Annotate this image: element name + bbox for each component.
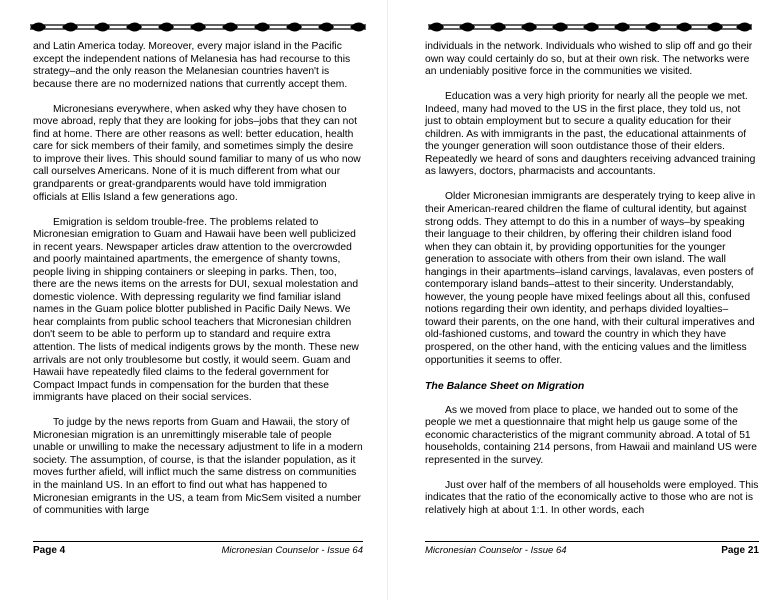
footer-divider xyxy=(425,541,759,542)
decorative-border-icon xyxy=(424,20,756,34)
paragraph: Micronesians everywhere, when asked why they have chosen to move abroad, reply that they are looking for jobs–jobs that they can not find at home. There are other reasons as well: better education, health care for sick members of their family, and sometimes simply the desire to improve their lives. This should sound familiar to many of us who now call ourselves Americans. None of it is much different from what our grandparents or great-grandparents would have told immigration officials at Ellis Island a few generations ago. xyxy=(33,103,361,203)
publication-title: Micronesian Counselor - Issue 64 xyxy=(425,545,567,556)
paragraph: To judge by the news reports from Guam and Hawaii, the story of Micronesian migration is an unremittingly miserable tale of people unable or unwilling to make the necessary adjustment to life in a modern society. The assumption, of course, is that the islander population, as it moves further afield, will inflict much the same distress on communities in the mainland US. In an effort to find out what has happened to Micronesian emigrants in the US, a team from MicSem visited a number of communities with large xyxy=(33,417,363,517)
paragraph: and Latin America today. Moreover, every major island in the Pacific except the independent nations of Melanesia has had recourse to this strategy–and the only reason the Melanesian countries haven't is because there are no modernized nations that currently accept them. xyxy=(33,41,351,90)
footer-divider xyxy=(33,541,363,542)
page-number: Page 4 xyxy=(33,545,66,556)
paragraph: Emigration is seldom trouble-free. The problems related to Micronesian emigration to Guam and Hawaii have been well publicized in recent years. Newspaper articles draw attention to the overcrowded and poorly maintained apartments, the emergence of shanty towns, people living in shipping containers or sleeping in parks. Then, too, there are the news items on the arrests for DUI, sexual molestation and domestic violence. With depressing regularity we find familiar island names in the Guam police blotter published in Pacific Daily News. We hear complaints from public school teachers that Micronesian children don't seem to be able to perform up to standard and require extra attention. The lists of medical indigents grows by the month. These new arrivals are not only troublesome but costly, it would seem. Guam and Hawaii have repeatedly filed claims to the federal government for Compact Impact funds in compensation for the burden that these immigrants have placed on their social services. xyxy=(33,216,359,404)
right-page xyxy=(388,0,776,600)
decorative-border-icon xyxy=(26,20,370,34)
publication-title: Micronesian Counselor - Issue 64 xyxy=(221,545,363,556)
section-heading: The Balance Sheet on Migration xyxy=(425,379,585,392)
paragraph: Older Micronesian immigrants are desperately trying to keep alive in their American-reared children the flame of cultural identity, but against strong odds. They attempt to do this in a number of ways–by speaking their language to their children, by offering their children island food when they can obtain it, by providing opportunities for the younger generation to associate with others from their own island. The wall hangings in their apartments–island carvings, lavalavas, even posters of contemporary island bands–attest to their sincerity. Understandably, however, the young people have mixed feelings about all this, confused notions regarding their own identity, and perhaps divided loyalties–toward their parents, on the one hand, with their cultural imperatives and old-fashioned customs, and toward the country in which they have prospered, on the other hand, with the enticing values and the limitless opportunities it seems to offer. xyxy=(425,191,756,366)
paragraph: Education was a very high priority for nearly all the people we met. Indeed, many had moved to the US in the first place, they told us, not just to obtain employment but to secure a quality education for their children. As with immigrants in the past, the educational attainments of the younger generation will soon outdistance those of their elders. Repeatedly we heard of sons and daughters receiving advanced training as lawyers, doctors, pharmacists and accountants. xyxy=(425,91,756,178)
paragraph: As we moved from place to place, we handed out to some of the people we met a questionnaire that might help us gauge some of the economic characteristics of the migrant community abroad. A total of 51 households, containing 214 persons, from Hawaii and mainland US were represented in the survey. xyxy=(425,404,757,466)
left-body-text xyxy=(33,41,363,530)
paragraph: individuals in the network. Individuals who wished to slip off and go their own way could certainly do so, but at their own risk. The networks were an undeniably positive force in the communities we visited. xyxy=(425,41,753,78)
right-body-text xyxy=(425,41,759,530)
page-number: Page 21 xyxy=(721,545,759,556)
paragraph: Just over half of the members of all households were employed. This indicates that the ratio of the economically active to those who are not is relatively high at about 1:1. In other words, each xyxy=(425,479,759,516)
